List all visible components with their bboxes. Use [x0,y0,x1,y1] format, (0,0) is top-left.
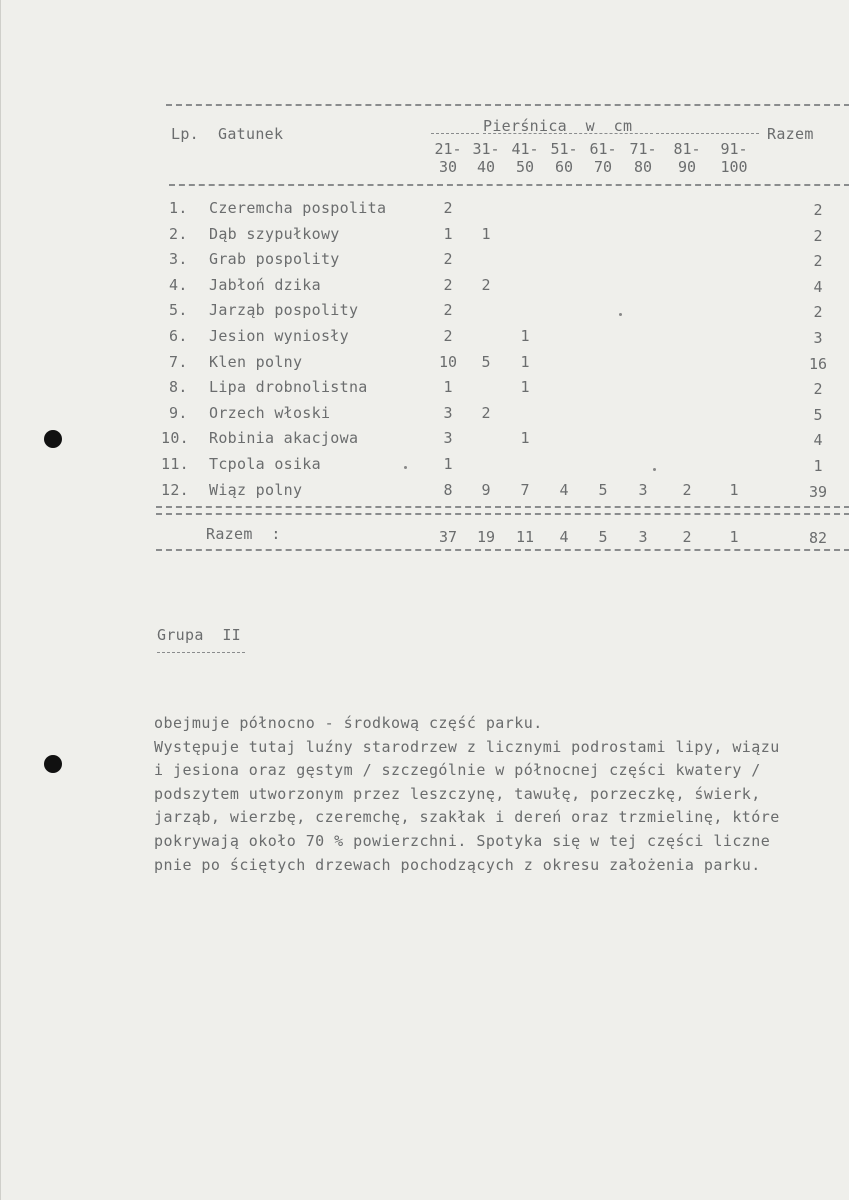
row-lp: 8. [169,378,188,397]
row-count: 8 [443,480,453,499]
paragraph-line: obejmuje północno - środkową część parku. [154,714,543,732]
range-header-from: 41- [511,140,539,158]
row-species: Orzech włoski [209,403,331,422]
row-count: 7 [520,480,530,499]
row-total: 2 [813,303,823,322]
row-count: 2 [443,327,453,345]
row-count: 1 [520,429,530,448]
header-lp: Lp. [171,125,199,143]
row-total: 1 [813,457,823,475]
summary-count: 19 [476,528,496,546]
row-lp: 7. [169,352,188,371]
row-total: 5 [813,405,823,424]
row-count: 9 [481,480,491,499]
paragraph-line: pnie po ściętych drzewach pochodzących z okresu założenia parku. [154,855,761,874]
piersnica-rule-left [431,133,479,134]
range-header-to: 40 [476,158,496,176]
ink-speck [619,313,622,316]
row-lp: 3. [169,250,188,269]
range-header-to: 30 [438,158,458,176]
piersnica-underline [483,133,653,134]
summary-count: 3 [638,528,648,546]
summary-total: 82 [808,529,828,547]
paragraph-line: i jesiona oraz gęstym / szczególnie w północnej części kwatery / [154,761,761,780]
ink-speck [653,468,656,471]
summary-count: 5 [598,528,608,546]
summary-count: 37 [438,528,458,546]
row-count: 10 [438,352,458,371]
section-paragraph [154,712,780,877]
range-header-from: 91- [720,140,748,158]
row-total: 2 [813,380,823,399]
row-lp: 5. [169,301,188,320]
row-total: 16 [808,354,828,373]
row-lp: 12. [161,480,189,499]
range-header-from: 81- [673,140,701,158]
row-count: 2 [443,301,453,320]
row-lp: 10. [161,429,189,448]
row-count: 1 [729,480,739,499]
range-header-to: 60 [554,158,574,176]
binder-hole-top [44,430,62,448]
range-header-to: 70 [593,158,613,176]
row-lp: 11. [161,455,189,473]
row-species: Jesion wyniosły [209,327,349,345]
row-count: 5 [598,480,608,499]
row-total: 2 [813,252,823,271]
summary-count: 11 [515,528,535,546]
range-header-from: 61- [589,140,617,158]
row-count: 2 [443,250,453,269]
row-count: 2 [443,275,453,294]
header-piersnica: Pierśnica w cm [483,117,633,135]
row-lp: 2. [169,224,188,243]
row-count: 1 [520,352,530,371]
row-count: 1 [443,224,453,243]
row-species: Dąb szypułkowy [209,224,340,243]
row-total: 2 [813,201,823,219]
range-header-to: 100 [720,158,748,176]
row-lp: 6. [169,327,188,345]
total-rule-lower [156,513,849,515]
row-species: Czeremcha pospolita [209,199,387,217]
range-header-from: 51- [550,140,578,158]
ink-speck [404,466,407,469]
row-lp: 1. [169,199,188,217]
piersnica-rule-right [656,133,759,134]
row-total: 3 [813,329,823,347]
row-species: Wiąz polny [209,480,303,499]
row-species: Grab pospolity [209,250,340,269]
header-razem: Razem [767,125,814,143]
section-title: Grupa II [157,626,241,644]
row-lp: 9. [169,403,188,422]
row-count: 1 [520,378,530,397]
row-species: Tcpola osika [209,455,321,473]
row-lp: 4. [169,275,188,294]
paragraph-line: Występuje tutaj luźny starodrzew z licznymi podrostami lipy, wiązu [154,737,780,756]
range-header-to: 80 [633,158,653,176]
row-count: 3 [443,429,453,448]
row-count: 1 [520,327,530,345]
row-species: Robinia akacjowa [209,429,359,448]
summary-label: Razem : [206,525,281,543]
header-bottom-rule [169,184,849,186]
row-count: 3 [638,480,648,499]
range-header-to: 90 [677,158,697,176]
summary-count: 2 [682,528,692,546]
row-count: 1 [443,455,453,473]
header-gatunek: Gatunek [218,125,284,143]
range-header-to: 50 [515,158,535,176]
range-header-from: 31- [472,140,500,158]
total-rule-upper [156,506,849,508]
paragraph-line: podszytem utworzonym przez leszczynę, tawułę, porzeczkę, świerk, [154,784,761,803]
row-total: 4 [813,431,823,450]
row-count: 4 [559,480,569,499]
row-count: 2 [481,403,491,422]
row-species: Jabłoń dzika [209,275,321,294]
paragraph-line: pokrywają około 70 % powierzchni. Spotyka się w tej części liczne [154,831,771,850]
row-total: 2 [813,226,823,245]
row-species: Klen polny [209,352,303,371]
binder-hole-bottom [44,755,62,773]
table-bottom-rule [156,549,849,551]
range-header-from: 71- [629,140,657,158]
paragraph-line: jarząb, wierzbę, czeremchę, szakłak i dereń oraz trzmielinę, które [154,808,780,827]
section-title-underline [157,652,245,653]
row-species: Jarząb pospolity [209,301,359,320]
row-total: 39 [808,482,828,501]
row-count: 2 [443,199,453,217]
row-species: Lipa drobnolistna [209,378,368,397]
table-top-rule [166,104,849,106]
row-count: 5 [481,352,491,371]
summary-count: 1 [729,528,739,546]
range-header-from: 21- [434,140,462,158]
row-count: 3 [443,403,453,422]
row-count: 1 [481,224,491,243]
row-count: 2 [682,480,692,499]
row-count: 2 [481,275,491,294]
row-total: 4 [813,277,823,296]
row-count: 1 [443,378,453,397]
summary-count: 4 [559,528,569,546]
